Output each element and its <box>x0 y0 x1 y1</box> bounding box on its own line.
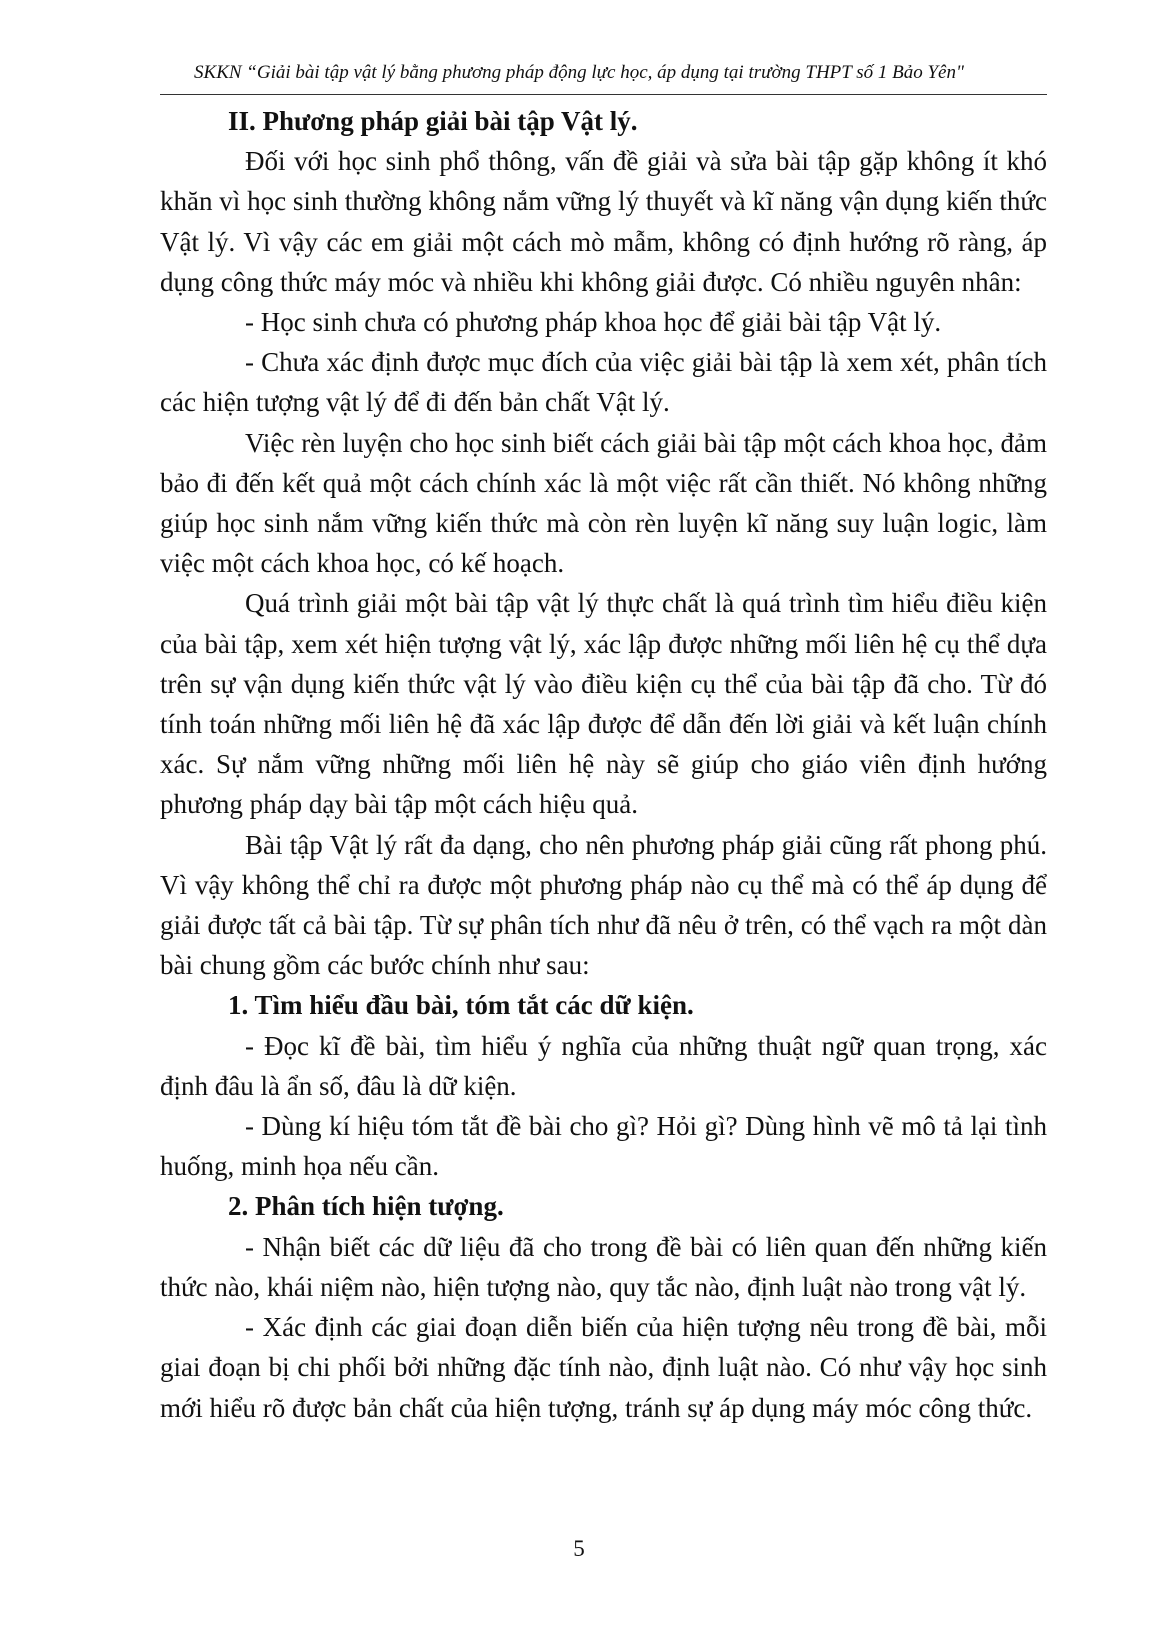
step-2-title: 2. Phân tích hiện tượng. <box>228 1191 504 1222</box>
process-paragraph: Quá trình giải một bài tập vật lý thực chất là quá trình tìm hiểu điều kiện của bài tập, xem xét hiện tượng vật lý, xác lập được những mối liên hệ cụ thể dựa trên sự vận dụng kiến thức vật lý vào điều kiện cụ thể của bài tập đã cho. Từ đó tính toán những mối liên hệ đã xác lập được để dẫn đến lời giải và kết luận chính xác. Sự nắm vững những mối liên hệ này sẽ giúp cho giáo viên định hướng phương pháp dạy bài tập một cách hiệu quả. <box>160 588 1047 820</box>
cause-item-2: - Chưa xác định được mục đích của việc giải bài tập là xem xét, phân tích các hiện tượng vật lý để đi đến bản chất Vật lý. <box>160 347 1047 418</box>
training-paragraph: Việc rèn luyện cho học sinh biết cách giải bài tập một cách khoa học, đảm bảo đi đến kết quả một cách chính xác là một việc rất cần thiết. Nó không những giúp học sinh nắm vững kiến thức mà còn rèn luyện kĩ năng suy luận logic, làm việc một cách khoa học, có kế hoạch. <box>160 427 1047 579</box>
step-1-title: 1. Tìm hiểu đầu bài, tóm tắt các dữ kiện. <box>228 990 694 1021</box>
document-body <box>160 101 1047 1428</box>
page-number: 5 <box>573 1536 585 1561</box>
diversity-paragraph: Bài tập Vật lý rất đa dạng, cho nên phương pháp giải cũng rất phong phú. Vì vậy không thể chỉ ra được một phương pháp nào cụ thể mà có thể áp dụng để giải được tất cả bài tập. Từ sự phân tích như đã nêu ở trên, có thể vạch ra một dàn bài chung gồm các bước chính như sau: <box>160 829 1047 981</box>
cause-item-1: - Học sinh chưa có phương pháp khoa học để giải bài tập Vật lý. <box>245 307 942 338</box>
section-title: II. Phương pháp giải bài tập Vật lý. <box>228 106 638 136</box>
step-1-item-2: - Dùng kí hiệu tóm tắt đề bài cho gì? Hỏi gì? Dùng hình vẽ mô tả lại tình huống, minh họa nếu cần. <box>160 1111 1047 1182</box>
header-divider <box>160 94 1047 95</box>
page-header: SKKN “Giải bài tập vật lý bằng phương pháp động lực học, áp dụng tại trường THPT số 1 Bảo Yên" <box>194 62 964 83</box>
step-2-item-1: - Nhận biết các dữ liệu đã cho trong đề bài có liên quan đến những kiến thức nào, khái niệm nào, hiện tượng nào, quy tắc nào, định luật nào trong vật lý. <box>160 1231 1047 1302</box>
intro-paragraph: Đối với học sinh phổ thông, vấn đề giải và sửa bài tập gặp không ít khó khăn vì học sinh thường không nắm vững lý thuyết và kĩ năng vận dụng kiến thức Vật lý. Vì vậy các em giải một cách mò mẫm, không có định hướng rõ ràng, áp dụng công thức máy móc và nhiều khi không giải được. Có nhiều nguyên nhân: <box>160 146 1047 297</box>
step-2-item-2: - Xác định các giai đoạn diễn biến của hiện tượng nêu trong đề bài, mỗi giai đoạn bị chi phối bởi những đặc tính nào, định luật nào. Có như vậy học sinh mới hiểu rõ được bản chất của hiện tượng, tránh sự áp dụng máy móc công thức. <box>160 1312 1047 1423</box>
step-1-item-1: - Đọc kĩ đề bài, tìm hiểu ý nghĩa của những thuật ngữ quan trọng, xác định đâu là ẩn số, đâu là dữ kiện. <box>160 1030 1047 1101</box>
